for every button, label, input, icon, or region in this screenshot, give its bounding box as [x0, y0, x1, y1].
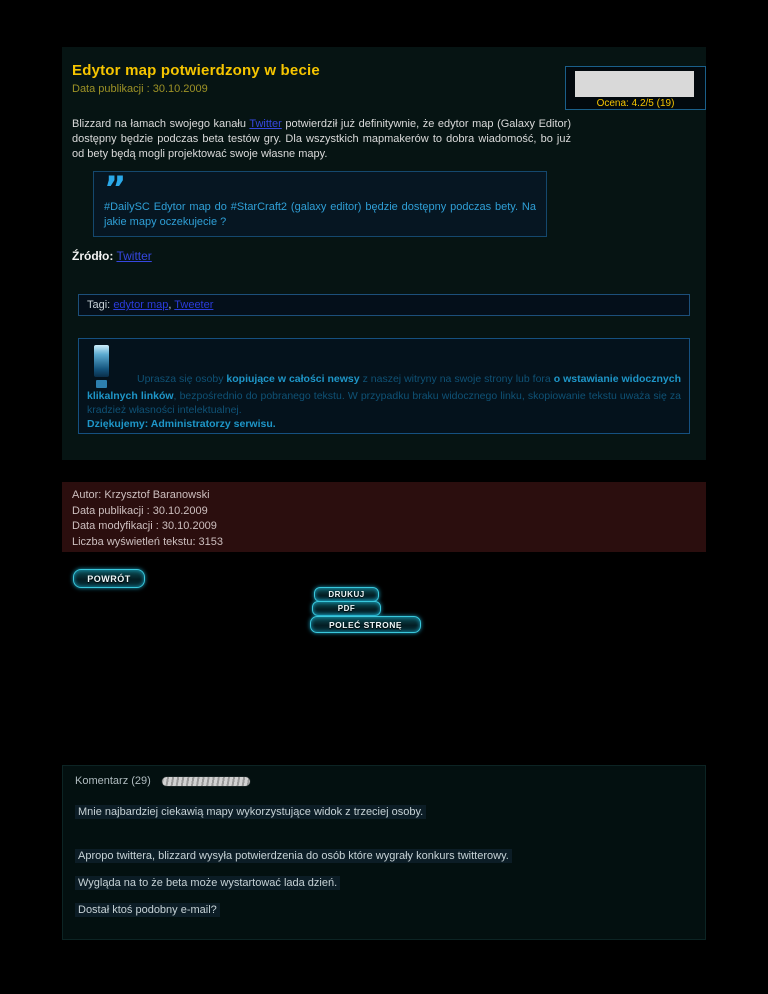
article-body [72, 117, 571, 162]
tag-link-tweeter[interactable]: Tweeter [174, 299, 214, 311]
article-title: Edytor map potwierdzony w becie [72, 62, 320, 79]
tags-label: Tagi: [87, 299, 111, 311]
body-text-after: potwierdził już definitywnie, że edytor map (Galaxy Editor) dostępny będzie podczas beta testów gry. Dla wszystkich mapmakerów to dobra wiadomość, bo już od bety będą mogli projektować swoje własne mapy. [72, 118, 571, 160]
rating-score-label: Ocena: 4.2/5 (19) [596, 98, 675, 109]
quote-marks-icon: ” [104, 169, 125, 209]
views-line: Liczba wyświetleń tekstu: 3153 [72, 535, 224, 548]
notice-seg4-bold: o wstawianie widocznych klikalnych linków [87, 373, 682, 402]
tag-separator: , [168, 299, 175, 311]
rating-box [565, 66, 706, 110]
notice-thanks: Dziękujemy: Administratorzy serwisu. [87, 418, 276, 430]
tag-link-edytor-map[interactable]: edytor map [113, 299, 169, 311]
author-meta-panel [62, 482, 706, 552]
comments-header [75, 775, 250, 787]
back-button[interactable]: POWRÓT [73, 569, 145, 588]
comment-text: Apropo twittera, blizzard wysyła potwierdzenia do osób które wygrały konkurs twitterowy. [75, 849, 512, 863]
notice-seg2-bold: kopiujące w całości newsy [226, 373, 360, 385]
comment-item [75, 876, 340, 890]
notice-seg1: Uprasza się osoby [137, 373, 227, 385]
notice-text [87, 345, 681, 417]
comments-count-label: Komentarz (29) [75, 775, 151, 787]
notice-seg5: , bezpośrednio do pobranego tekstu. W przypadku braku widocznego linku, skopiowanie tekstu uważa się za kradzież własności intelektualnej. [87, 390, 681, 416]
comment-item [75, 805, 426, 819]
body-twitter-link[interactable]: Twitter [249, 118, 282, 130]
redacted-text [162, 777, 250, 786]
exclamation-icon [94, 345, 109, 389]
notice-seg3: z naszej witryny na swoje strony lub fora [359, 373, 554, 385]
article-publish-date: Data publikacji : 30.10.2009 [72, 83, 208, 95]
pdf-button[interactable]: PDF [312, 601, 381, 616]
comment-text: Mnie najbardziej ciekawią mapy wykorzystujące widok z trzeciej osoby. [75, 805, 426, 819]
print-button[interactable]: DRUKUJ [314, 587, 379, 602]
quote-text: #DailySC Edytor map do #StarCraft2 (galaxy editor) będzie dostępny podczas bety. Na jakie mapy oczekujecie ? [104, 201, 536, 228]
source-line [72, 249, 152, 263]
comment-text: Wygląda na to że beta może wystartować lada dzień. [75, 876, 340, 890]
comment-text: Dostał ktoś podobny e-mail? [75, 903, 220, 917]
rating-stars-placeholder[interactable] [575, 71, 694, 97]
comment-item [75, 849, 512, 863]
quote-box [93, 171, 547, 237]
modified-line: Data modyfikacji : 30.10.2009 [72, 520, 217, 532]
source-label: Źródło: [72, 249, 114, 263]
notice-box [78, 338, 690, 434]
source-twitter-link[interactable]: Twitter [116, 249, 152, 263]
comments-panel [62, 765, 706, 940]
author-line: Autor: Krzysztof Baranowski [72, 489, 210, 501]
article-panel [62, 47, 706, 460]
recommend-page-button[interactable]: POLEĆ STRONĘ [310, 616, 421, 633]
tags-box [78, 294, 690, 316]
comment-item [75, 903, 220, 917]
body-text-before: Blizzard na łamach swojego kanału [72, 118, 250, 130]
published-line: Data publikacji : 30.10.2009 [72, 504, 208, 517]
